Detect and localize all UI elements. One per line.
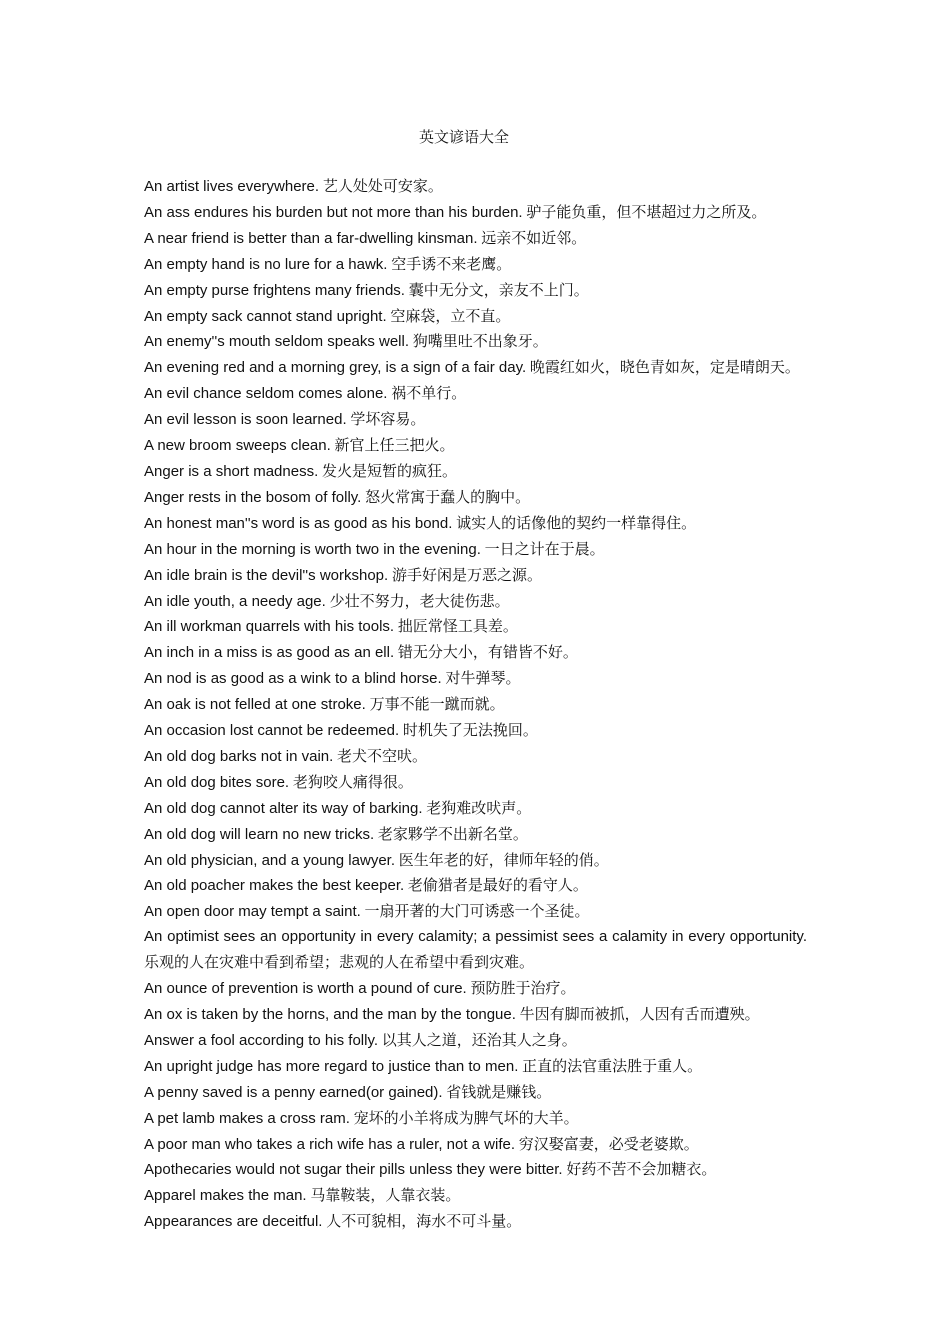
proverb-chinese: 老家夥学不出新名堂。 [377,824,528,843]
proverb-chinese: 对牛弹琴。 [445,669,521,688]
proverb-entry [144,563,807,589]
proverb-english: A new broom sweeps clean. [144,437,331,455]
proverb-english: An artist lives everywhere. [144,178,320,195]
proverb-english: Anger rests in the bosom of folly. [144,488,362,506]
proverb-english: Apothecaries would not sugar their pills unless they were bitter. [144,1161,563,1179]
proverb-english: A pet lamb makes a cross ram. [144,1109,350,1127]
proverb-english: A penny saved is a penny earned(or gained). [144,1083,443,1101]
proverb-english: An old dog barks not in vain. [144,747,334,765]
proverb-entry [144,848,807,874]
proverb-entry [144,640,807,666]
proverb-chinese: 囊中无分文，亲友不上门。 [408,280,589,299]
proverb-entry [144,589,807,615]
proverb-chinese: 游手好闲是万恶之源。 [391,565,542,584]
proverb-english: An old poacher makes the best keeper. [144,877,405,895]
proverb-english: An evil lesson is soon learned. [144,411,347,429]
proverb-chinese: 牛因有脚而被抓，人因有舌而遭殃。 [519,1005,760,1023]
proverb-entry [144,407,807,433]
proverb-chinese: 祸不单行。 [391,384,467,403]
proverb-english: Apparel makes the man. [144,1187,307,1205]
proverb-english: An empty hand is no lure for a hawk. [144,255,388,273]
proverb-english: An honest man''s word is as good as his bond. [144,514,453,532]
proverb-chinese: 艺人处处可安家。 [322,177,443,195]
proverb-entry [144,666,807,692]
proverb-english: An ounce of prevention is worth a pound of cure. [144,980,467,998]
proverb-chinese: 空手诱不来老鹰。 [391,254,512,273]
proverb-entry [144,976,807,1002]
proverb-chinese: 医生年老的好，律师年轻的俏。 [398,850,609,869]
proverb-chinese: 老狗咬人痛得很。 [292,772,413,791]
proverb-english: An old physician, and a young lawyer. [144,851,395,869]
proverb-chinese: 好药不苦不会加糖衣。 [566,1160,717,1179]
proverb-entry [144,925,807,976]
proverb-entry [144,200,807,226]
proverb-entry [144,304,807,330]
proverb-chinese: 乐观的人在灾难中看到希望；悲观的人在希望中看到灾难。 [144,953,535,972]
proverb-entry [144,1132,807,1158]
proverb-chinese: 驴子能负重，但不堪超过力之所及。 [526,202,767,221]
proverb-chinese: 正直的法官重法胜于重人。 [522,1056,703,1075]
proverb-chinese: 拙匠常怪工具差。 [397,617,518,636]
proverb-chinese: 万事不能一蹴而就。 [369,695,505,714]
proverb-english: An ill workman quarrels with his tools. [144,618,395,636]
proverb-english: An old dog bites sore. [144,773,290,791]
proverb-entry [144,433,807,459]
proverb-entry [144,1028,807,1054]
proverb-chinese: 诚实人的话像他的契约一样靠得住。 [456,513,697,532]
proverb-english: An upright judge has more regard to justice than to men. [144,1057,519,1075]
proverb-english: An old dog will learn no new tricks. [144,825,375,843]
proverb-entry [144,1080,807,1106]
proverb-chinese: 远亲不如近邻。 [481,228,587,247]
proverb-english: An inch in a miss is as good as an ell. [144,644,395,662]
proverb-entry [144,1157,807,1183]
proverb-english: Appearances are deceitful. [144,1213,323,1231]
proverb-english: An idle brain is the devil''s workshop. [144,566,389,584]
proverb-entry [144,1183,807,1209]
proverb-chinese: 学坏容易。 [350,410,426,429]
proverb-chinese: 老犬不空吠。 [337,746,428,765]
proverb-entry [144,1054,807,1080]
proverb-chinese: 以其人之道，还治其人之身。 [381,1030,577,1049]
proverb-chinese: 少壮不努力，老大徒伤悲。 [329,591,510,610]
proverb-entry [144,899,807,925]
proverb-entry [144,537,807,563]
proverb-english: Answer a fool according to his folly. [144,1031,379,1049]
proverb-english: An empty purse frightens many friends. [144,281,405,299]
proverb-entry [144,718,807,744]
proverb-english: An evening red and a morning grey, is a sign of a fair day. [144,359,527,377]
proverb-english: Anger is a short madness. [144,462,319,480]
proverb-entry [144,381,807,407]
proverb-english: A near friend is better than a far-dwelling kinsman. [144,229,478,247]
proverb-chinese: 狗嘴里吐不出象牙。 [412,332,548,351]
proverb-english: An ox is taken by the horns, and the man by the tongue. [144,1006,516,1023]
proverb-english: An oak is not felled at one stroke. [144,696,366,714]
proverb-chinese: 预防胜于治疗。 [470,979,576,998]
proverb-entry [144,796,807,822]
proverb-chinese: 晚霞红如火，晓色青如灰，定是晴朗天。 [529,358,800,377]
proverb-entry [144,1002,807,1028]
page-title: 英文谚语大全 [418,128,509,146]
proverb-chinese: 一日之计在于晨。 [484,539,605,558]
proverb-chinese: 一扇开著的大门可诱惑一个圣徒。 [364,902,590,921]
proverb-entry [144,770,807,796]
proverb-english: An empty sack cannot stand upright. [144,307,387,325]
proverb-english: An optimist sees an opportunity in every calamity; a pessimist sees a calamity in every opportunity. [144,928,807,946]
proverb-chinese: 错无分大小，有错皆不好。 [397,643,578,662]
proverb-chinese: 老狗难改吠声。 [426,798,532,817]
proverb-entry [144,278,807,304]
proverb-entry [144,329,807,355]
proverb-english: An open door may tempt a saint. [144,903,361,921]
proverb-english: An enemy''s mouth seldom speaks well. [144,333,410,351]
proverb-entry [144,1209,807,1235]
proverb-english: A poor man who takes a rich wife has a ruler, not a wife. [144,1135,516,1153]
proverb-entry [144,485,807,511]
proverb-chinese: 空麻袋，立不直。 [390,306,511,325]
proverb-entry [144,614,807,640]
proverb-english: An evil chance seldom comes alone. [144,385,388,403]
proverb-chinese: 新官上任三把火。 [334,436,455,455]
proverb-entry [144,744,807,770]
proverb-entry [144,174,807,200]
proverb-list [144,174,807,1235]
proverb-entry [144,822,807,848]
proverb-english: An nod is as good as a wink to a blind horse. [144,670,442,688]
proverb-chinese: 时机失了无法挽回。 [402,721,538,740]
proverb-chinese: 老偷猎者是最好的看守人。 [407,876,588,895]
proverb-english: An old dog cannot alter its way of barking. [144,799,423,817]
proverb-chinese: 人不可貌相，海水不可斗量。 [326,1212,522,1231]
proverb-chinese: 怒火常寓于蠢人的胸中。 [365,487,531,506]
proverb-english: An idle youth, a needy age. [144,592,326,610]
proverb-chinese: 宠坏的小羊将成为脾气坏的大羊。 [353,1108,579,1127]
proverb-entry [144,355,807,381]
proverb-entry [144,873,807,899]
proverb-chinese: 穷汉娶富妻，必受老婆欺。 [518,1134,699,1153]
proverb-entry [144,692,807,718]
proverb-entry [144,511,807,537]
proverb-chinese: 发火是短暂的疯狂。 [322,461,458,480]
proverb-entry [144,252,807,278]
proverb-entry [144,1106,807,1132]
proverb-chinese: 省钱就是赚钱。 [446,1082,552,1101]
proverb-chinese: 马靠鞍装，人靠衣装。 [310,1186,461,1205]
proverb-english: An ass endures his burden but not more than his burden. [144,203,523,221]
proverb-english: An occasion lost cannot be redeemed. [144,722,400,740]
proverb-entry [144,226,807,252]
proverb-english: An hour in the morning is worth two in the evening. [144,540,481,558]
proverb-entry [144,459,807,485]
